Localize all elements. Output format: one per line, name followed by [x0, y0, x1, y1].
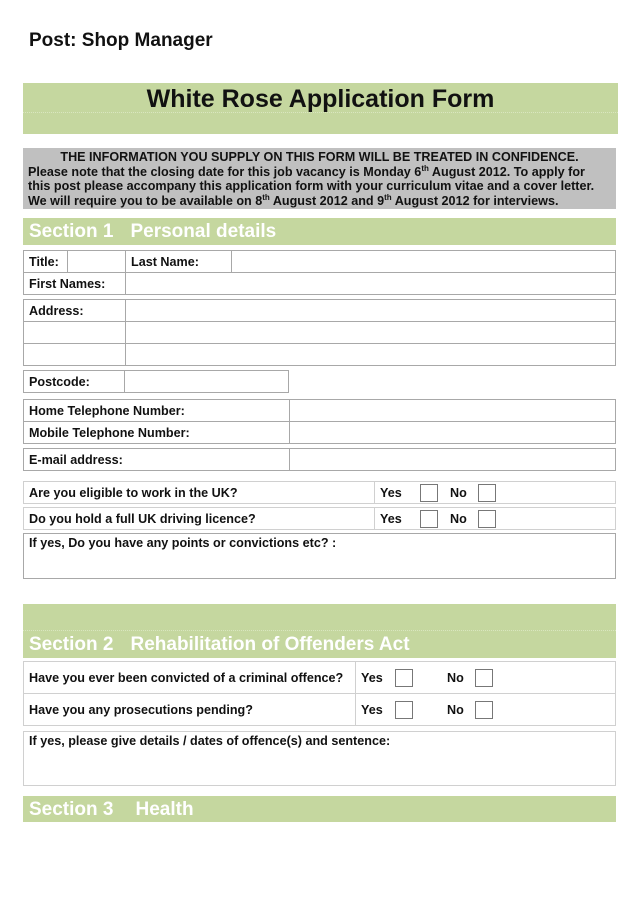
phone-table [23, 399, 616, 444]
no-label: No [450, 511, 467, 526]
first-names-input[interactable] [126, 273, 616, 295]
driving-licence-question-row [23, 507, 616, 530]
no-label: No [447, 670, 464, 685]
form-title-banner [23, 83, 618, 134]
no-checkbox[interactable] [475, 701, 493, 719]
notice-text: We will require you to be available on 8 [28, 193, 263, 208]
yes-checkbox[interactable] [420, 484, 438, 502]
points-convictions-label: If yes, Do you have any points or convictions etc? : [29, 536, 337, 550]
notice-sup: th [384, 192, 392, 202]
offence-details-field[interactable] [23, 731, 616, 786]
post-title: Post: Shop Manager [29, 30, 213, 51]
section-1-title: Personal details [130, 221, 277, 242]
answer-cell [356, 694, 616, 726]
notice-text: August 2012 and 9 [269, 193, 385, 208]
notice-line-4 [28, 194, 611, 209]
answer-cell [356, 662, 616, 694]
mobile-phone-label: Mobile Telephone Number: [24, 422, 290, 444]
email-input[interactable] [290, 449, 616, 471]
postcode-input[interactable] [125, 371, 289, 393]
address-spacer [24, 344, 126, 366]
postcode-label: Postcode: [24, 371, 125, 393]
first-names-label: First Names: [24, 273, 126, 295]
form-title: White Rose Application Form [146, 85, 495, 113]
section-2-divider [23, 630, 616, 631]
email-table [23, 448, 616, 471]
address-line-1-input[interactable] [126, 300, 616, 322]
yes-label: Yes [361, 670, 383, 685]
answer-cell [375, 508, 616, 530]
mobile-phone-input[interactable] [290, 422, 616, 444]
yes-checkbox[interactable] [395, 701, 413, 719]
last-name-input[interactable] [232, 251, 616, 273]
question-text: Are you eligible to work in the UK? [24, 482, 375, 504]
notice-line-2 [28, 165, 611, 180]
last-name-label: Last Name: [126, 251, 232, 273]
postcode-table [23, 370, 289, 393]
notice-sup: th [262, 192, 270, 202]
section-1-number: Section 1 [29, 221, 114, 242]
offence-details-label: If yes, please give details / dates of offence(s) and sentence: [29, 734, 391, 748]
home-phone-input[interactable] [290, 400, 616, 422]
title-input[interactable] [68, 251, 126, 273]
notice-line-1: THE INFORMATION YOU SUPPLY ON THIS FORM WILL BE TREATED IN CONFIDENCE. [60, 150, 579, 164]
question-text: Do you hold a full UK driving licence? [24, 508, 375, 530]
section-3-number: Section 3 [29, 799, 114, 820]
question-text: Have you ever been convicted of a criminal offence? [24, 662, 356, 694]
no-checkbox[interactable] [478, 510, 496, 528]
section-2-number: Section 2 [29, 634, 114, 655]
yes-checkbox[interactable] [420, 510, 438, 528]
address-line-3-input[interactable] [126, 344, 616, 366]
no-checkbox[interactable] [478, 484, 496, 502]
notice-text: August 2012 for interviews. [391, 193, 559, 208]
notice-text: Please note that the closing date for this job vacancy is Monday 6 [28, 164, 422, 179]
address-table [23, 299, 616, 366]
notice-text: August 2012. To apply for [428, 164, 585, 179]
notice-sup: th [421, 163, 429, 173]
points-convictions-field[interactable] [23, 533, 616, 579]
section-2-header [23, 604, 616, 658]
home-phone-label: Home Telephone Number: [24, 400, 290, 422]
address-label: Address: [24, 300, 126, 322]
name-table [23, 250, 616, 295]
address-spacer [24, 322, 126, 344]
confidentiality-notice [23, 148, 616, 209]
offences-table [23, 661, 616, 726]
no-checkbox[interactable] [475, 669, 493, 687]
section-2-title: Rehabilitation of Offenders Act [130, 634, 410, 655]
email-label: E-mail address: [24, 449, 290, 471]
title-label: Title: [24, 251, 68, 273]
no-label: No [447, 702, 464, 717]
yes-checkbox[interactable] [395, 669, 413, 687]
question-text: Have you any prosecutions pending? [24, 694, 356, 726]
section-1-header [23, 218, 616, 245]
answer-cell [375, 482, 616, 504]
address-line-2-input[interactable] [126, 322, 616, 344]
yes-label: Yes [380, 485, 402, 500]
yes-label: Yes [361, 702, 383, 717]
eligibility-question-row [23, 481, 616, 504]
section-3-header [23, 796, 616, 822]
yes-label: Yes [380, 511, 402, 526]
no-label: No [450, 485, 467, 500]
section-3-title: Health [135, 799, 194, 820]
notice-line-3: this post please accompany this application form with your curriculum vitae and a cover letter. [28, 179, 595, 194]
